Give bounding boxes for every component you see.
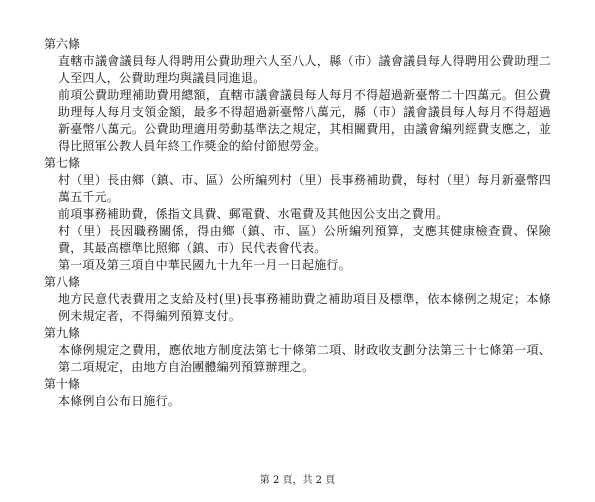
article-7 [44,155,551,274]
page-number-footer: 第 2 頁，共 2 頁 [259,475,336,486]
article-paragraph: 村（里）長因職務關係，得由鄉（鎮、市、區）公所編列預算，支應其健康檢查費、保險費，其最高標準比照鄉（鎮、市）民代表會代表。 [58,224,551,255]
article-paragraph: 前項事務補助費，係指文具費、郵電費、水電費及其他因公支出之費用。 [58,207,449,221]
article-paragraph: 本條例規定之費用，應依地方制度法第七十條第二項、財政收支劃分法第三十七條第一項、第二項規定，由地方自治團體編列預算辦理之。 [58,343,551,374]
article-paragraph: 直轄市議會議員每人得聘用公費助理六人至八人，縣（市）議會議員每人得聘用公費助理二人至四人，公費助理均與議員同進退。 [58,54,551,85]
article-6 [44,36,551,155]
article-paragraph: 地方民意代表費用之支給及村(里)長事務補助費之補助項目及標準，依本條例之規定；本條例未規定者，不得編列預算支付。 [58,292,551,323]
article-heading: 第十條 [44,377,81,391]
article-paragraph: 前項公費助理補助費用總額，直轄市議會議員每人每月不得超過新臺幣二十四萬元。但公費助理每人每月支領金額，最多不得超過新臺幣八萬元，縣（市）議會議員每人每月不得超過新臺幣八萬元。公費助理適用勞動基準法之規定，其相關費用，由議會編列經費支應之，並得比照軍公教人員年終工作獎金的給付節慰勞金。 [58,88,551,153]
article-heading: 第八條 [44,275,81,289]
article-heading: 第七條 [44,156,81,170]
article-paragraph: 本條例自公布日施行。 [58,394,181,408]
article-10 [44,376,551,410]
article-paragraph: 第一項及第三項自中華民國九十九年一月一日起施行。 [58,258,351,272]
article-9 [44,325,551,376]
article-8 [44,274,551,325]
article-heading: 第九條 [44,326,81,340]
article-heading: 第六條 [44,37,81,51]
article-paragraph: 村（里）長由鄉（鎮、市、區）公所編列村（里）長事務補助費，每村（里）每月新臺幣四萬五千元。 [58,173,551,204]
